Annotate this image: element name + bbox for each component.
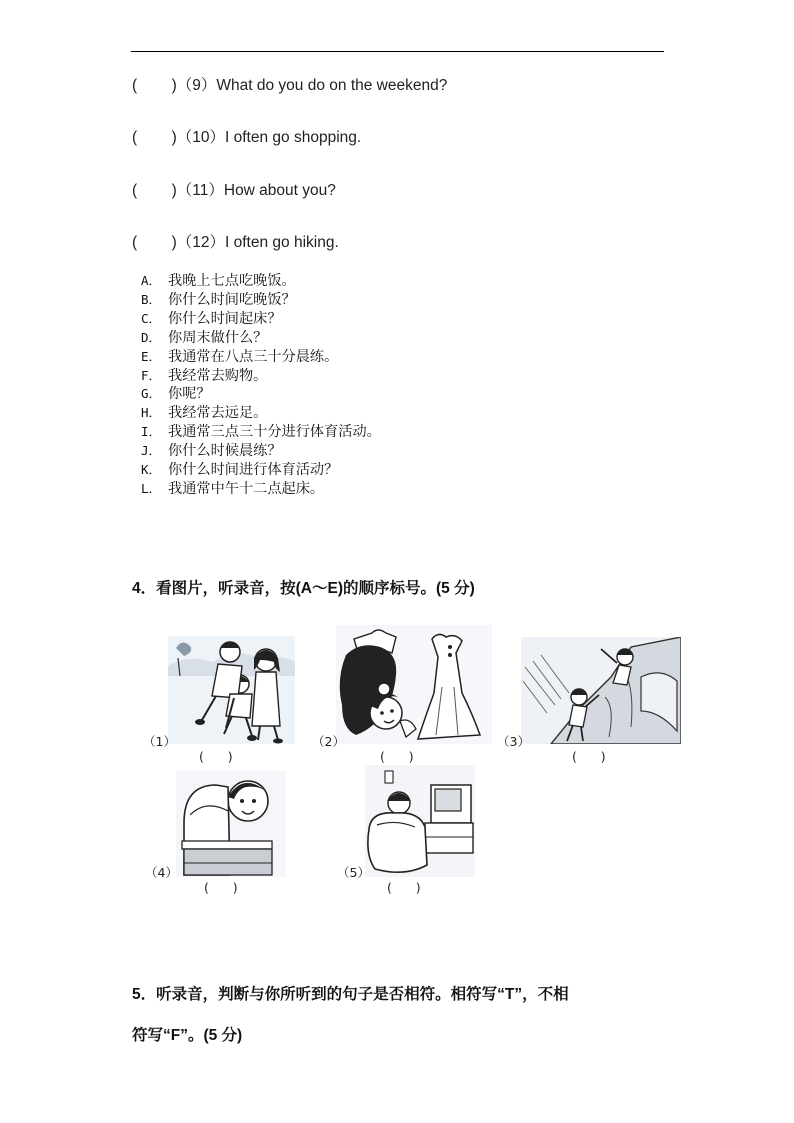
question-text: （9）What do you do on the weekend? bbox=[176, 77, 448, 94]
option-b: B． 你什么时间吃晚饭？ bbox=[141, 291, 296, 308]
section-5-heading-line2: 符写“F”。(5 分) bbox=[132, 1027, 243, 1044]
boy-watching-tv-illustration bbox=[365, 765, 475, 877]
option-a: A． 我晚上七点吃晚饭。 bbox=[141, 273, 296, 289]
picture-label: （5） bbox=[337, 865, 370, 880]
answer-blank[interactable]: ( ) bbox=[132, 77, 177, 94]
picture-label: （1） bbox=[143, 734, 176, 749]
question-11 bbox=[132, 178, 336, 200]
answer-blank[interactable]: ( ) bbox=[132, 129, 177, 146]
option-c: C． 你什么时间起床？ bbox=[141, 310, 282, 327]
section-5-heading-line1: 5．听录音，判断与你所听到的句子是否相符。相符写“T”，不相 bbox=[132, 986, 569, 1003]
question-9 bbox=[132, 73, 447, 95]
family-hiking-illustration bbox=[168, 636, 295, 744]
option-f: F． 我经常去购物。 bbox=[141, 367, 268, 384]
boy-playing-piano-illustration bbox=[176, 771, 286, 877]
question-text: （12）I often go hiking. bbox=[176, 234, 339, 251]
picture-answer-blank[interactable]: ( ) bbox=[387, 880, 421, 895]
option-e: E． 我通常在八点三十分晨练。 bbox=[141, 348, 339, 365]
option-g: G． 你呢？ bbox=[141, 386, 211, 403]
picture-answer-blank[interactable]: ( ) bbox=[204, 880, 238, 895]
header-rule bbox=[131, 51, 664, 52]
section-4-heading: 4．看图片，听录音，按(A～E)的顺序标号。(5 分) bbox=[132, 580, 475, 597]
picture-answer-blank[interactable]: ( ) bbox=[199, 749, 233, 764]
girl-shopping-clothes-illustration bbox=[336, 625, 492, 744]
option-j: J． 你什么时候晨练？ bbox=[141, 443, 282, 460]
answer-blank[interactable]: ( ) bbox=[132, 182, 177, 199]
answer-blank[interactable]: ( ) bbox=[132, 234, 177, 251]
option-i: I． 我通常三点三十分进行体育活动。 bbox=[141, 424, 381, 441]
question-text: （10）I often go shopping. bbox=[176, 129, 362, 146]
picture-answer-blank[interactable]: ( ) bbox=[572, 749, 606, 764]
picture-label: （4） bbox=[145, 865, 178, 880]
picture-label: （2） bbox=[312, 734, 345, 749]
kids-climbing-mountain-illustration bbox=[521, 637, 681, 744]
option-l: L． 我通常中午十二点起床。 bbox=[141, 480, 325, 497]
picture-answer-blank[interactable]: ( ) bbox=[380, 749, 414, 764]
option-d: D． 你周末做什么？ bbox=[141, 329, 268, 346]
question-12 bbox=[132, 230, 339, 252]
question-text: （11）How about you? bbox=[176, 182, 336, 199]
answer-options bbox=[141, 272, 381, 499]
picture-label: （3） bbox=[497, 734, 530, 749]
option-k: K． 你什么时间进行体育活动？ bbox=[141, 462, 339, 479]
question-10 bbox=[132, 125, 361, 147]
option-h: H． 我经常去远足。 bbox=[141, 405, 268, 422]
